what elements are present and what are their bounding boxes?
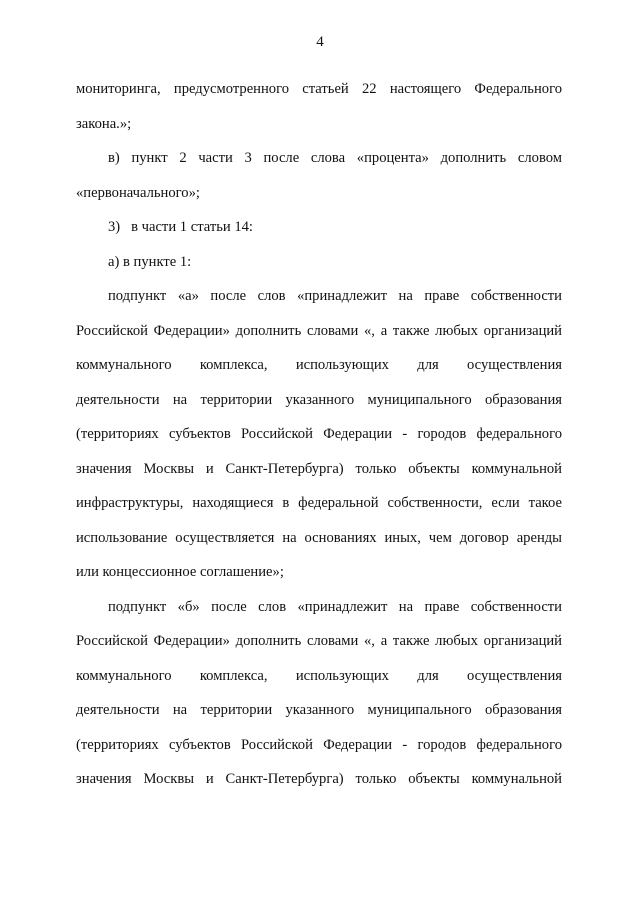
text-line: (территориях субъектов Российской Федерации - городов федерального	[76, 426, 562, 442]
text-line: коммунального комплекса, использующих для осуществления	[76, 667, 562, 684]
paragraph-item-a	[76, 245, 562, 280]
document-body	[76, 72, 562, 797]
text-line: в) пункт 2 части 3 после слова «процента» дополнить словом	[108, 150, 562, 166]
text-line: деятельности на территории указанного муниципального образования	[76, 391, 562, 408]
text-line: «первоначального»;	[76, 184, 200, 201]
text-line: (территориях субъектов Российской Федерации - городов федерального	[76, 736, 562, 753]
text-line: закона.»;	[76, 115, 132, 132]
text-line: подпункт «а» после слов «принадлежит на праве собственности	[108, 288, 562, 304]
text-line: а) в пункте 1:	[108, 253, 192, 270]
paragraph-subitem-b	[76, 590, 562, 797]
text-line: коммунального комплекса, использующих для осуществления	[76, 357, 562, 373]
text-line: 3) в части 1 статьи 14:	[108, 219, 253, 235]
text-line: значения Москвы и Санкт-Петербурга) только объекты коммунальной	[76, 771, 562, 787]
text-line: деятельности на территории указанного муниципального образования	[76, 702, 562, 718]
text-line: инфраструктуры, находящиеся в федеральной собственности, если такое	[76, 495, 562, 511]
paragraph-item-v	[76, 141, 562, 210]
page-number: 4	[316, 34, 324, 50]
paragraph-item-3	[76, 210, 562, 245]
text-line: использование осуществляется на основаниях иных, чем договор аренды	[76, 529, 562, 546]
paragraph-subitem-a	[76, 279, 562, 590]
paragraph-continuation	[76, 72, 562, 141]
text-line: или концессионное соглашение»;	[76, 564, 284, 580]
text-line: Российской Федерации» дополнить словами «, а также любых организаций	[76, 633, 562, 649]
text-line: Российской Федерации» дополнить словами «, а также любых организаций	[76, 322, 562, 339]
text-line: значения Москвы и Санкт-Петербурга) только объекты коммунальной	[76, 460, 562, 477]
text-line: подпункт «б» после слов «принадлежит на праве собственности	[108, 598, 562, 615]
text-line: мониторинга, предусмотренного статьей 22 настоящего Федерального	[76, 81, 562, 97]
